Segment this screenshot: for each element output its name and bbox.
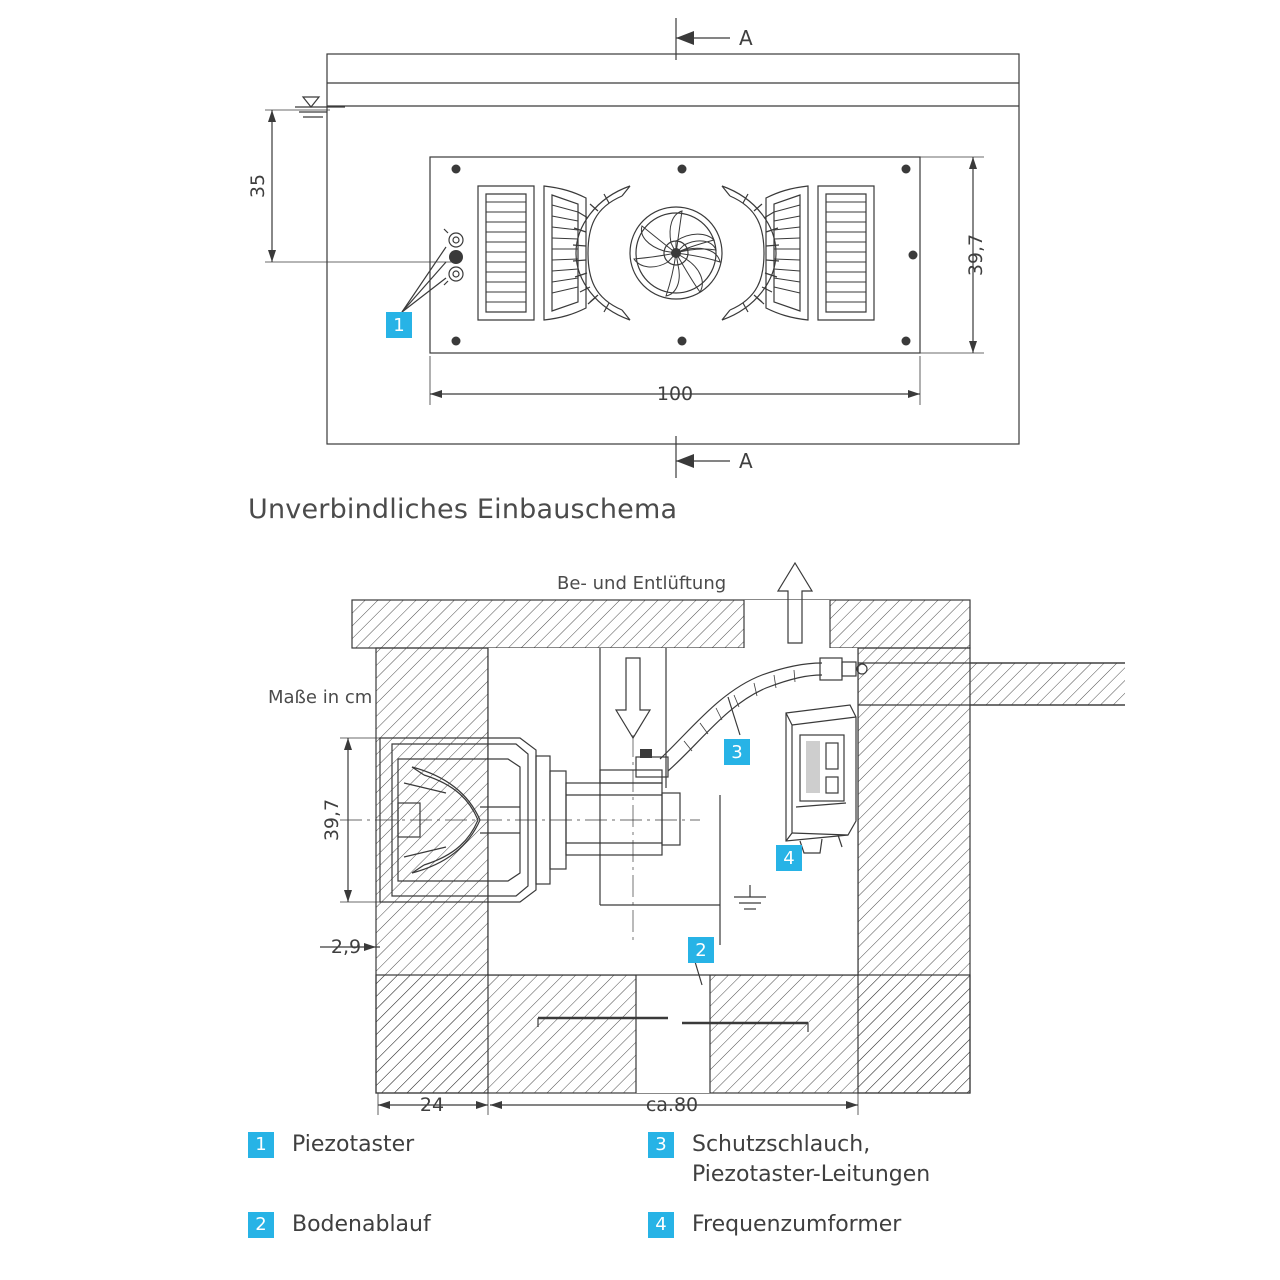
legend-label-3-line2: Piezotaster-Leitungen	[692, 1162, 931, 1187]
level-symbol	[295, 97, 345, 117]
grille-panels-left	[478, 186, 586, 320]
legend-badge-3: 3	[648, 1132, 674, 1158]
callout-badge-2	[688, 937, 714, 963]
dimension-35	[265, 110, 452, 262]
units-note: Maße in cm	[268, 687, 373, 708]
dim-label-24: 24	[419, 1094, 445, 1116]
dim-label-sec-39-7: 39,7	[321, 798, 343, 842]
dim-label-39-7-top: 39,7	[965, 233, 987, 277]
section-letter-bottom: A	[739, 449, 753, 473]
legend-row-1	[248, 1130, 1048, 1190]
airflow-label: Be- und Entlüftung	[557, 573, 727, 594]
section-caption-block	[248, 494, 677, 525]
grille-vanes-left	[573, 186, 630, 320]
dim-label-2-9: 2,9	[330, 936, 362, 958]
callout-badge-4-label: 4	[783, 848, 795, 869]
legend-label-2: Bodenablauf	[292, 1212, 431, 1237]
section-view-drawing	[0, 545, 1280, 1125]
legend-label-1: Piezotaster	[292, 1132, 415, 1157]
dim-label-35: 35	[247, 173, 269, 199]
legend-label-3-line1: Schutzschlauch,	[692, 1132, 871, 1157]
grille-vanes-right	[722, 186, 779, 320]
dim-label-100: 100	[656, 383, 694, 405]
legend-row-2	[248, 1210, 1048, 1240]
legend-label-4: Frequenzumformer	[692, 1212, 902, 1237]
callout-badge-2-label: 2	[695, 940, 707, 961]
callout-leader-1	[402, 247, 446, 312]
legend-badge-2: 2	[248, 1212, 274, 1238]
callout-badge-3-label: 3	[731, 742, 743, 763]
legend-label-3	[692, 1130, 930, 1190]
piezo-buttons	[444, 229, 463, 285]
section-caption: Unverbindliches Einbauschema	[248, 494, 678, 525]
legend-item-2	[248, 1210, 648, 1240]
ceiling-slab	[352, 600, 970, 648]
legend	[248, 1130, 1048, 1260]
legend-badge-4: 4	[648, 1212, 674, 1238]
callout-badge-1	[386, 312, 412, 338]
legend-item-3	[648, 1130, 1048, 1190]
callout-badge-4	[776, 845, 802, 871]
section-marker-bottom	[676, 436, 730, 478]
legend-item-4	[648, 1210, 1048, 1240]
legend-item-1	[248, 1130, 648, 1160]
legend-badge-1: 1	[248, 1132, 274, 1158]
callout-badge-1-label: 1	[393, 315, 405, 336]
grille-panels-right	[766, 186, 874, 320]
section-letter-top: A	[739, 26, 753, 50]
callout-badge-3	[724, 739, 750, 765]
dim-label-ca-80: ca.80	[645, 1094, 699, 1116]
top-view-drawing	[0, 0, 1280, 490]
fan-assembly	[630, 207, 722, 299]
